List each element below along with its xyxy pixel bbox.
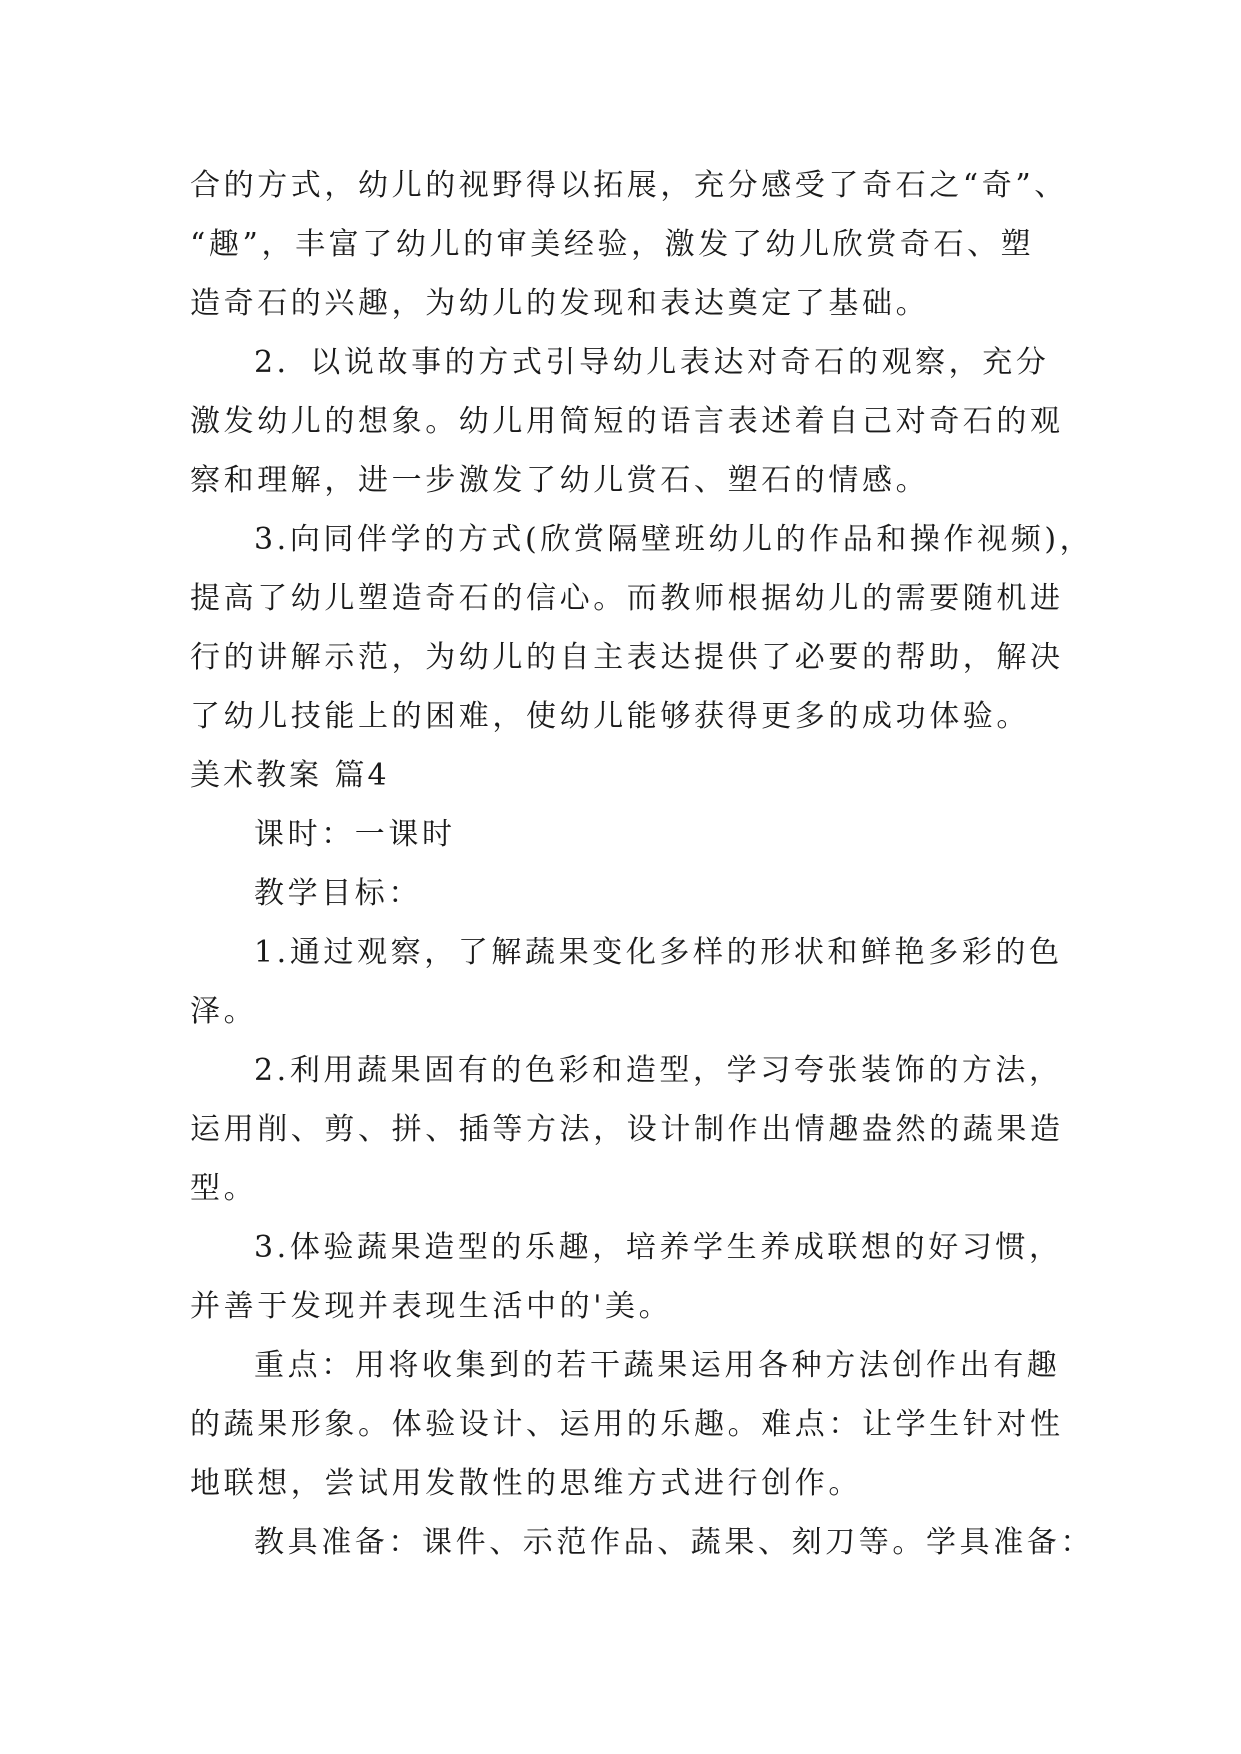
text-line: 并善于发现并表现生活中的'美。 bbox=[190, 1289, 673, 1324]
text-line: 3.体验蔬果造型的乐趣，培养学生养成联想的好习惯， bbox=[254, 1230, 1063, 1265]
text-line: 运用削、剪、拼、插等方法，设计制作出情趣盎然的蔬果造 bbox=[190, 1112, 1064, 1147]
text-line: 了幼儿技能上的困难，使幼儿能够获得更多的成功体验。 bbox=[190, 699, 1030, 734]
text-line: 造奇石的兴趣，为幼儿的发现和表达奠定了基础。 bbox=[190, 286, 930, 321]
text-line: 教具准备：课件、示范作品、蔬果、刻刀等。学具准备： bbox=[254, 1525, 1094, 1560]
text-line: 泽。 bbox=[190, 994, 258, 1029]
text-line: 课时：一课时 bbox=[254, 817, 456, 852]
text-line: 合的方式，幼儿的视野得以拓展，充分感受了奇石之“奇”、 bbox=[190, 168, 1068, 203]
text-line: 行的讲解示范，为幼儿的自主表达提供了必要的帮助，解决 bbox=[190, 640, 1064, 675]
section-heading: 美术教案 篇4 bbox=[190, 758, 390, 793]
text-line: 3.向同伴学的方式(欣赏隔壁班幼儿的作品和操作视频)， bbox=[254, 522, 1094, 557]
text-line: 教学目标： bbox=[254, 876, 422, 911]
text-line: 1.通过观察，了解蔬果变化多样的形状和鲜艳多彩的色 bbox=[254, 935, 1063, 970]
document-body bbox=[190, 156, 1094, 1572]
text-line: 提高了幼儿塑造奇石的信心。而教师根据幼儿的需要随机进 bbox=[190, 581, 1064, 616]
text-line: “趣”，丰富了幼儿的审美经验，激发了幼儿欣赏奇石、塑 bbox=[190, 227, 1035, 262]
text-line: 察和理解，进一步激发了幼儿赏石、塑石的情感。 bbox=[190, 463, 930, 498]
text-line: 2.利用蔬果固有的色彩和造型，学习夸张装饰的方法， bbox=[254, 1053, 1063, 1088]
text-line: 重点：用将收集到的若干蔬果运用各种方法创作出有趣 bbox=[254, 1348, 1061, 1383]
text-line: 激发幼儿的想象。幼儿用简短的语言表述着自己对奇石的观 bbox=[190, 404, 1064, 439]
text-line: 地联想，尝试用发散性的思维方式进行创作。 bbox=[190, 1466, 862, 1501]
text-line: 的蔬果形象。体验设计、运用的乐趣。难点：让学生针对性 bbox=[190, 1407, 1064, 1442]
text-line: 2．以说故事的方式引导幼儿表达对奇石的观察，充分 bbox=[254, 345, 1050, 380]
text-line: 型。 bbox=[190, 1171, 258, 1206]
